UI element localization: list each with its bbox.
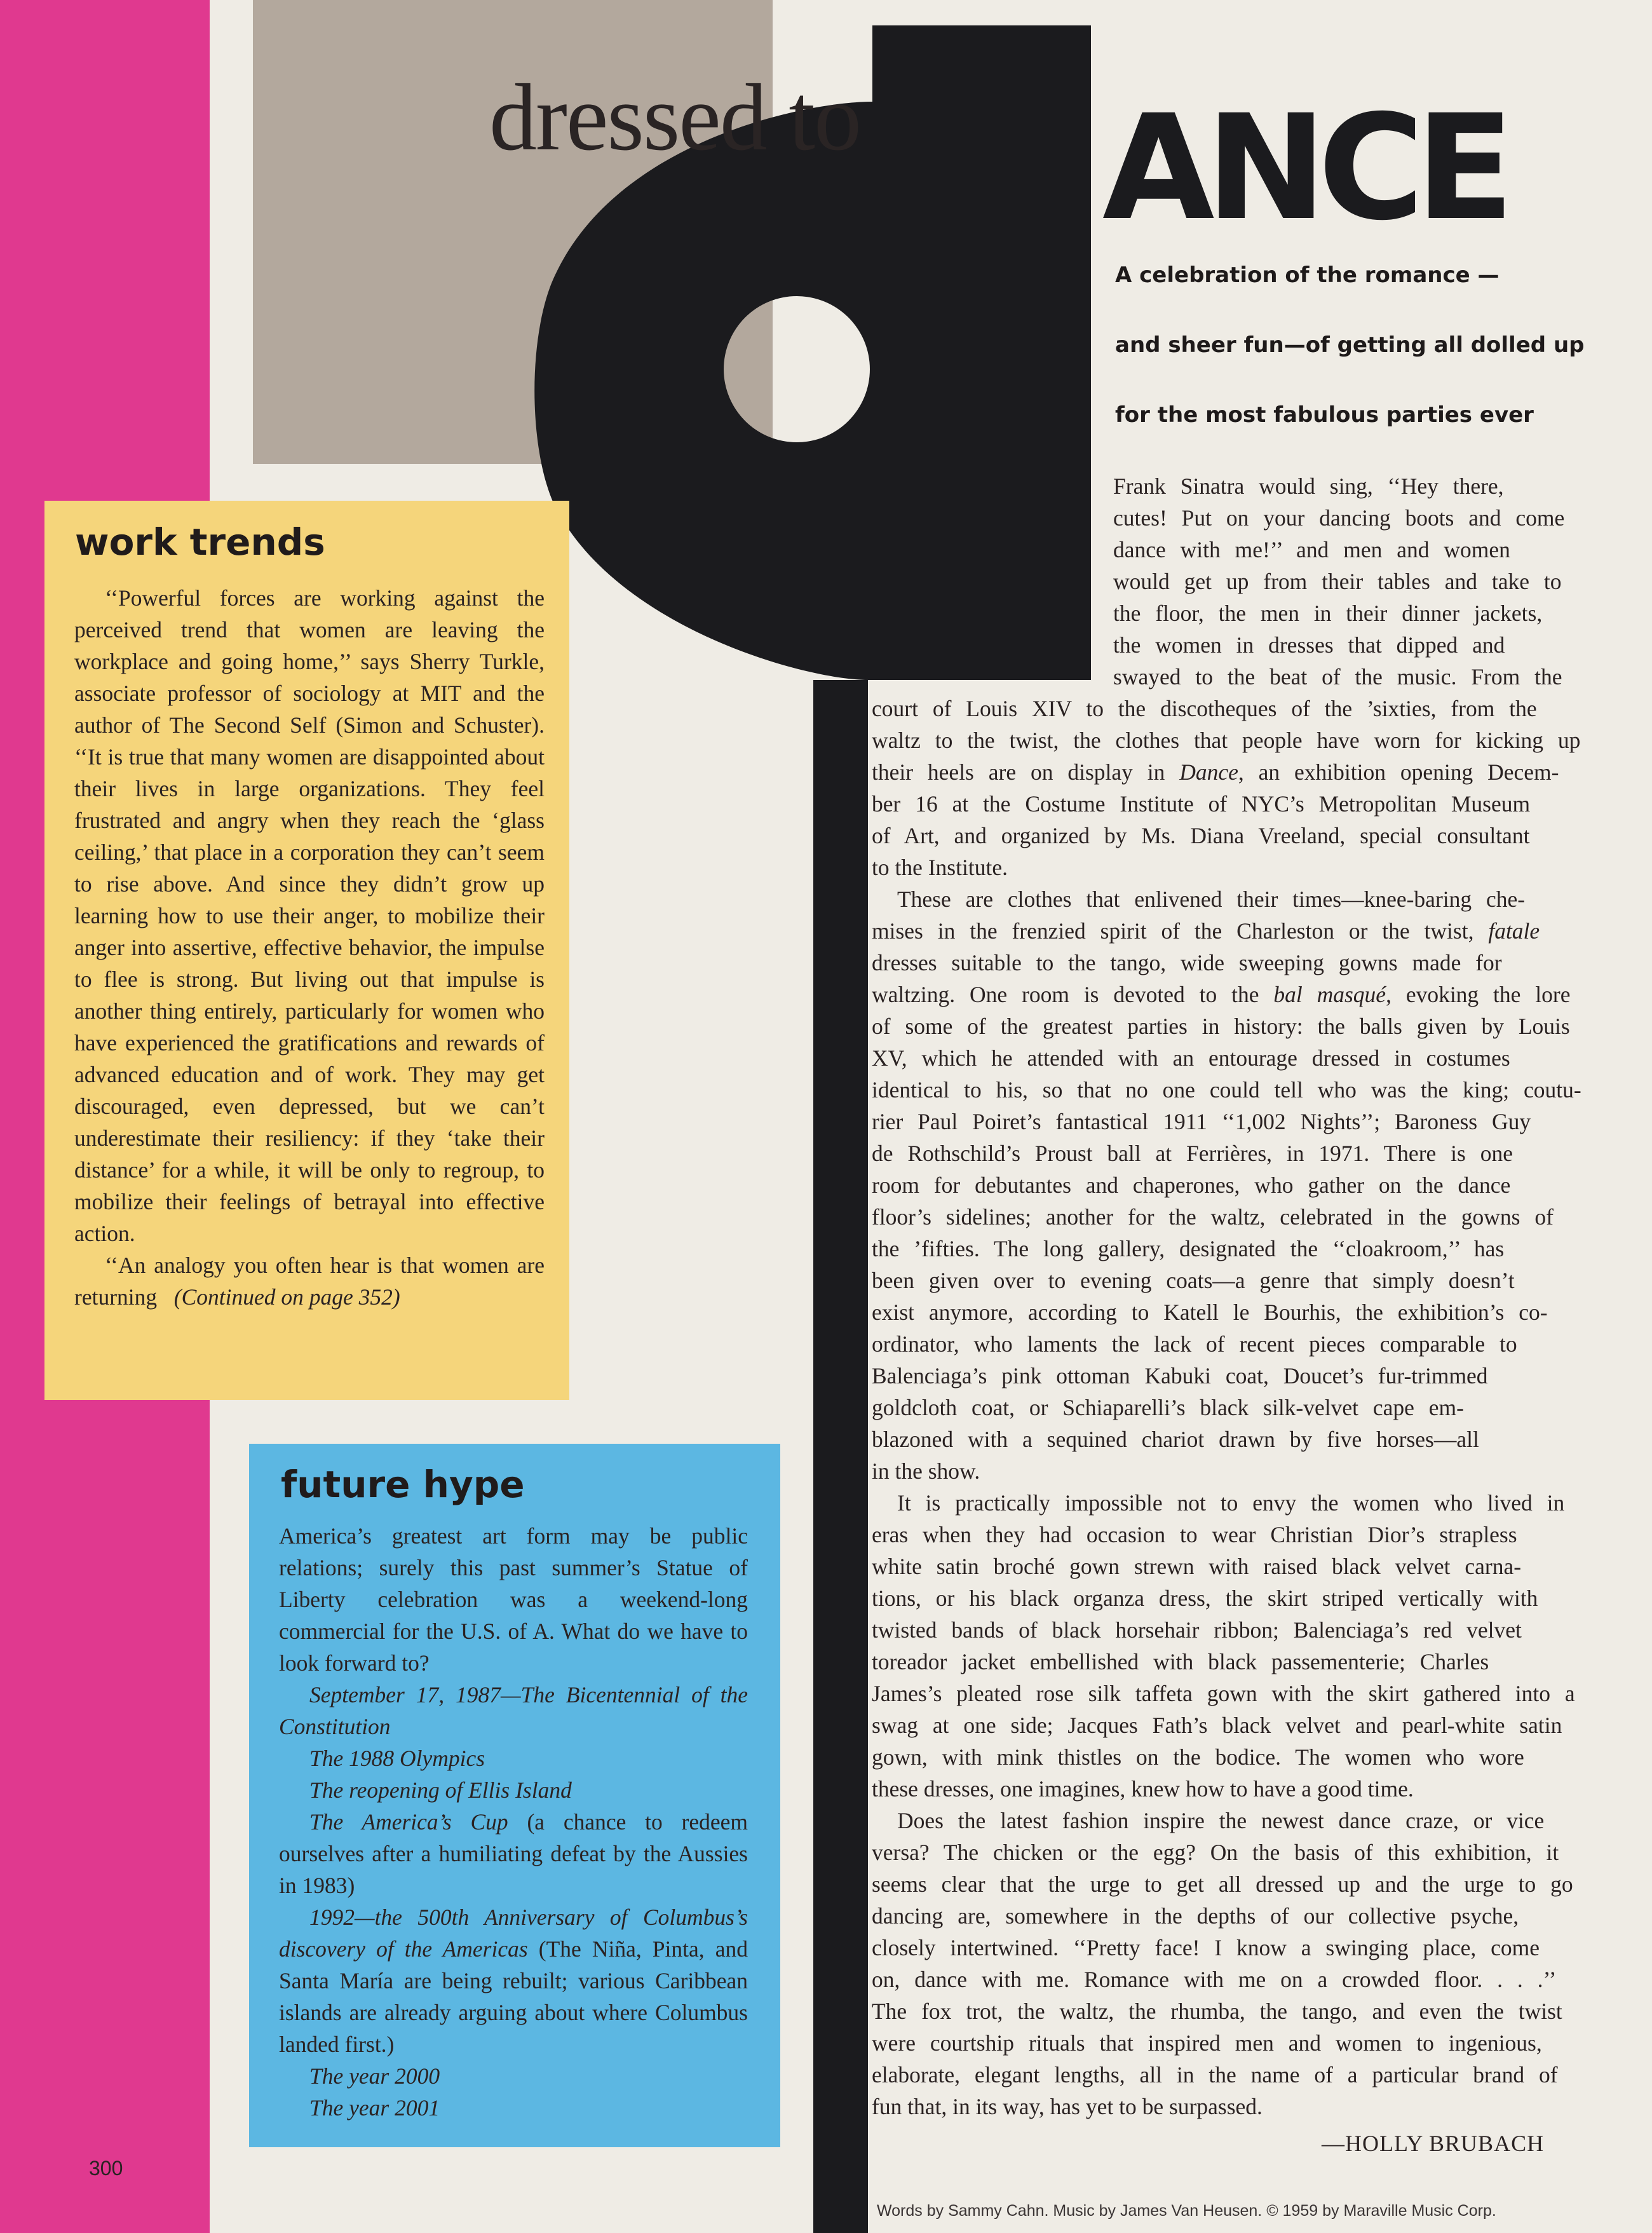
- article-line: room for debutantes and chaperones, who gather on the dance: [872, 1172, 1511, 1198]
- article-line: swayed to the beat of the music. From the: [1113, 664, 1562, 689]
- article-line: de Rothschild’s Proust ball at Ferrières, in 1971. There is one: [872, 1141, 1513, 1166]
- article-line: eras when they had occasion to wear Christian Dior’s strapless: [872, 1522, 1517, 1547]
- article-line: fun that, in its way, has yet to be surpassed.: [872, 2094, 1263, 2119]
- deck-line: A celebration of the romance —: [1115, 262, 1500, 288]
- future-hype-item: The year 2001: [309, 2095, 440, 2121]
- italic-title: bal masqué: [1273, 982, 1386, 1007]
- article-line: on, dance with me. Romance with me on a crowded floor. . . .’’: [872, 1967, 1557, 1992]
- article-line: were courtship rituals that inspired men and women to ingenious,: [872, 2030, 1542, 2056]
- lyrics-credit: Words by Sammy Cahn. Music by James Van Heusen. © 1959 by Maraville Music Corp.: [877, 2202, 1496, 2220]
- article-line: in the show.: [872, 1458, 980, 1484]
- future-hype-item-title: 1992—the 500th Anniversary of Columbus’s discovery of the Americas: [279, 1904, 748, 1962]
- work-trends-title: work trends: [75, 520, 325, 564]
- work-trends-sidebar: [44, 501, 569, 1400]
- future-hype-item-title: September 17, 1987—The Bicentennial of the Constitution: [279, 1682, 748, 1739]
- italic-title: Dance: [1179, 759, 1238, 785]
- article-line: of Art, and organized by Ms. Diana Vreeland, special consultant: [872, 823, 1530, 848]
- future-hype-item-note: (a chance to redeem ourselves after a humiliating defeat by the Aussies in 1983): [279, 1809, 748, 1898]
- future-hype-item: The 1988 Olympics: [309, 1746, 485, 1771]
- future-hype-item-title: The America’s Cup: [309, 1809, 508, 1835]
- article-line: goldcloth coat, or Schiaparelli’s black silk-velvet cape em-: [872, 1395, 1464, 1420]
- article-line: blazoned with a sequined chariot drawn by five horses—all: [872, 1427, 1479, 1452]
- deck-line: and sheer fun—of getting all dolled up: [1115, 332, 1585, 358]
- article-line: dresses suitable to the tango, wide sweeping gowns made for: [872, 950, 1502, 975]
- future-hype-item: The reopening of Ellis Island: [309, 1777, 572, 1803]
- article-line: exist anymore, according to Katell le Bourhis, the exhibition’s co-: [872, 1300, 1548, 1325]
- article-line: These are clothes that enlivened their times—knee-baring che-: [897, 886, 1526, 912]
- article-line: ber 16 at the Costume Institute of NYC’s Metropolitan Museum: [872, 791, 1531, 817]
- article-line: The fox trot, the waltz, the rhumba, the tango, and even the twist: [872, 1999, 1562, 2024]
- article-line: floor’s sidelines; another for the waltz, celebrated in the gowns of: [872, 1204, 1554, 1230]
- article-line: of some of the greatest parties in history: the balls given by Louis: [872, 1014, 1570, 1039]
- article-line: seems clear that the urge to get all dressed up and the urge to go: [872, 1871, 1573, 1897]
- article-line: rier Paul Poiret’s fantastical 1911 ‘‘1,002 Nights’’; Baroness Guy: [872, 1109, 1531, 1134]
- future-hype-item: [279, 1901, 748, 2060]
- article-line: waltzing. One room is devoted to the bal masqué, evoking the lore: [872, 982, 1571, 1007]
- article-line: James’s pleated rose silk taffeta gown with the skirt gathered into a: [872, 1681, 1575, 1706]
- work-trends-body: [74, 582, 545, 1313]
- article-line: the ’fifties. The long gallery, designated the ‘‘cloakroom,’’ has: [872, 1236, 1505, 1261]
- article-line: versa? The chicken or the egg? On the basis of this exhibition, it: [872, 1840, 1559, 1865]
- future-hype-item: The year 2000: [309, 2063, 440, 2089]
- article-line: swag at one side; Jacques Fath’s black velvet and pearl-white satin: [872, 1713, 1562, 1738]
- article-line: gown, with mink thistles on the bodice. The women who wore: [872, 1744, 1524, 1770]
- article-line: white satin broché gown strewn with raised black velvet carna-: [872, 1554, 1522, 1579]
- article-line: toreador jacket embellished with black passementerie; Charles: [872, 1649, 1489, 1674]
- article-line: cutes! Put on your dancing boots and come: [1113, 505, 1565, 531]
- work-trends-paragraph-text: ‘‘An analogy you often hear is that women are returning: [74, 1252, 545, 1310]
- article-line: been given over to evening coats—a genre that simply doesn’t: [872, 1268, 1515, 1293]
- future-hype-body: [279, 1520, 748, 2124]
- future-hype-item: [279, 1806, 748, 1901]
- article-line: tions, or his black organza dress, the skirt striped vertically with: [872, 1585, 1538, 1611]
- page-number: 300: [89, 2157, 123, 2180]
- article-line: dancing are, somewhere in the depths of our collective psyche,: [872, 1903, 1519, 1929]
- article-line: waltz to the twist, the clothes that people have worn for kicking up: [872, 728, 1581, 753]
- article-line: dance with me!’’ and men and women: [1113, 537, 1510, 562]
- article-line: the women in dresses that dipped and: [1113, 632, 1505, 658]
- article-line: Balenciaga’s pink ottoman Kabuki coat, Doucet’s fur-trimmed: [872, 1363, 1488, 1388]
- future-hype-item-note: (The Niña, Pinta, and Santa María are being rebuilt; various Caribbean islands are already arguing about where Columbus landed first.): [279, 1936, 748, 2057]
- article-line: XV, which he attended with an entourage dressed in costumes: [872, 1045, 1510, 1071]
- article-line: would get up from their tables and take to: [1113, 569, 1562, 594]
- article-line: identical to his, so that no one could tell who was the king; coutu-: [872, 1077, 1581, 1103]
- article-line: elaborate, elegant lengths, all in the name of a particular brand of: [872, 2062, 1558, 2087]
- article-line: Frank Sinatra would sing, ‘‘Hey there,: [1113, 473, 1504, 499]
- headline-suffix: ANCE: [1102, 83, 1506, 252]
- article-line: to the Institute.: [872, 855, 1008, 880]
- future-hype-title: future hype: [281, 1463, 525, 1506]
- article-line: ordinator, who laments the lack of recent pieces comparable to: [872, 1331, 1517, 1357]
- article-line: their heels are on display in Dance, an exhibition opening Decem-: [872, 759, 1559, 785]
- article-line: mises in the frenzied spirit of the Charleston or the twist, fatale: [872, 918, 1540, 944]
- future-hype-intro: America’s greatest art form may be public relations; surely this past summer’s Statue of Liberty celebration was a weekend-long commercial for the U.S. of A. What do we have to look forward to?: [279, 1523, 748, 1676]
- deck-line: for the most fabulous parties ever: [1115, 402, 1534, 428]
- article-line: It is practically impossible not to envy the women who lived in: [897, 1490, 1565, 1516]
- continued-note: (Continued on page 352): [173, 1284, 400, 1310]
- article-line: these dresses, one imagines, knew how to have a good time.: [872, 1776, 1414, 1802]
- headline-prefix: dressed to: [489, 65, 861, 170]
- italic-title: fatale: [1488, 918, 1540, 944]
- article-line: twisted bands of black horsehair ribbon; Balenciaga’s red velvet: [872, 1617, 1522, 1643]
- work-trends-paragraph: [74, 1249, 545, 1313]
- article-line: court of Louis XIV to the discotheques of the ’sixties, from the: [872, 696, 1537, 721]
- future-hype-item: [279, 1679, 748, 1742]
- article-line: closely intertwined. ‘‘Pretty face! I know a swinging place, come: [872, 1935, 1540, 1960]
- future-hype-sidebar: [249, 1444, 780, 2147]
- article-line: Does the latest fashion inspire the newest dance craze, or vice: [897, 1808, 1545, 1833]
- author-signature: —HOLLY BRUBACH: [1322, 2131, 1545, 2156]
- work-trends-paragraph: ‘‘Powerful forces are working against the perceived trend that women are leaving the workplace and going home,’’ says Sherry Turkle, associate professor of sociology at MIT and the author of The Second Self (Simon and Schuster). ‘‘It is true that many women are disappointed about their lives in large organizations. They feel frustrated and angry when they reach the ‘glass ceiling,’ that place in a corporation they can’t seem to rise above. And since they didn’t grow up learning how to use their anger, to mobilize their anger into assertive, effective behavior, the impulse to flee is strong. But living out that impulse is another thing entirely, particularly for women who have experienced the gratifications and rewards of advanced education and of work. They may get discouraged, even depressed, but we can’t underestimate their resiliency: if they ‘take their distance’ for a while, it will be only to regroup, to mobilize their feelings of betrayal into effective action.: [74, 585, 545, 1246]
- article-line: the floor, the men in their dinner jackets,: [1113, 601, 1543, 626]
